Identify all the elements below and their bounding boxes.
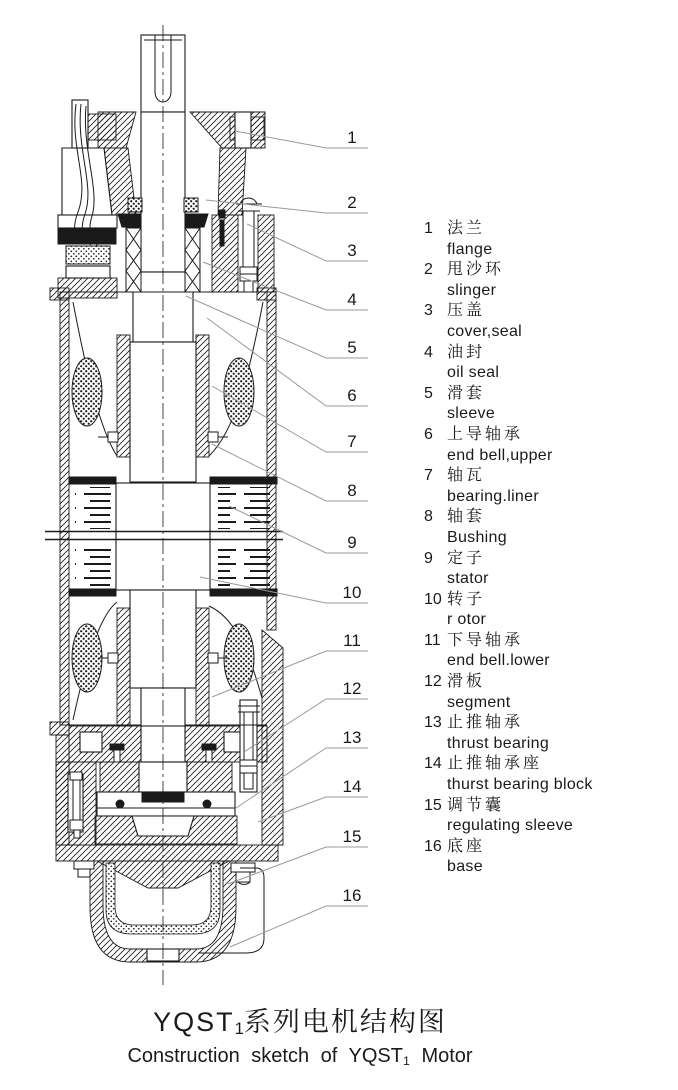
- subscript: 1: [402, 1054, 410, 1068]
- legend-en-label: end bell,upper: [447, 446, 553, 464]
- legend-item: [424, 590, 676, 631]
- legend-en-label: cover,seal: [447, 322, 523, 340]
- callout-number: 1: [347, 128, 357, 147]
- slinger-right: [184, 198, 198, 212]
- legend-item: [424, 425, 676, 466]
- legend-number: 8: [424, 508, 433, 526]
- caption-english: Construction sketch of YQST1 Motor: [127, 1045, 473, 1068]
- legend-en-label: bearing.liner: [447, 487, 539, 505]
- seal-wedge-left: [118, 214, 141, 227]
- legend-zh-label: 轴瓦: [447, 467, 486, 485]
- legend-item: [424, 343, 676, 384]
- callout-numbers: [343, 128, 362, 905]
- legend-en-label: r otor: [447, 611, 487, 629]
- legend-item: [424, 631, 676, 672]
- legend-en-label: slinger: [447, 281, 497, 299]
- legend-item: [424, 713, 676, 754]
- winding-end-upper-right: [224, 358, 254, 426]
- callout-number: 10: [342, 583, 362, 602]
- callout-number: 12: [342, 679, 362, 698]
- legend-en-label: thurst bearing block: [447, 776, 593, 794]
- slinger-left: [128, 198, 142, 212]
- winding-end-upper-left: [72, 358, 102, 426]
- callout-number: 2: [347, 193, 357, 212]
- legend-number: 10: [424, 590, 442, 608]
- legend-number: 4: [424, 343, 433, 361]
- legend-number: 11: [424, 631, 441, 649]
- callout-number: 8: [347, 481, 357, 500]
- legend-number: 12: [424, 673, 442, 691]
- legend-zh-label: 甩沙环: [447, 261, 505, 279]
- legend-item: [424, 507, 676, 548]
- callout-number: 9: [347, 533, 357, 552]
- legend-number: 16: [424, 837, 442, 855]
- legend-item: [424, 384, 676, 425]
- legend-en-label: thrust bearing: [447, 734, 550, 752]
- caption: [60, 1006, 540, 1072]
- legend-zh-label: 油封: [447, 343, 486, 361]
- legend-en-label: Bushing: [447, 528, 507, 546]
- legend-zh-label: 调节囊: [447, 796, 505, 814]
- gland-seal-packing: [66, 246, 110, 264]
- legend-en-label: stator: [447, 570, 489, 588]
- legend-item: [424, 796, 676, 837]
- callout-number: 5: [347, 338, 357, 357]
- callout-number: 15: [342, 827, 362, 846]
- legend-en-label: regulating sleeve: [447, 817, 574, 835]
- legend-zh-label: 压盖: [447, 302, 486, 320]
- legend-en-label: end bell.lower: [447, 652, 550, 670]
- legend-number: 3: [424, 302, 433, 320]
- legend-zh-label: 止推轴承: [447, 714, 524, 732]
- callout-number: 4: [347, 290, 357, 309]
- legend-number: 1: [424, 220, 433, 237]
- caption-chinese: YQST1系列电机结构图: [153, 1007, 447, 1038]
- legend-number: 5: [424, 384, 433, 402]
- legend-zh-label: 止推轴承座: [447, 755, 543, 773]
- legend-number: 9: [424, 549, 433, 567]
- legend-item: [424, 219, 676, 260]
- legend-zh-label: 轴套: [447, 508, 486, 526]
- legend-en-label: flange: [447, 240, 493, 258]
- subscript: 1: [234, 1019, 244, 1038]
- gland-seal-black: [58, 228, 116, 244]
- callout-number: 11: [343, 631, 361, 650]
- callout-number: 6: [347, 386, 357, 405]
- legend-item: [424, 754, 676, 795]
- legend-number: 2: [424, 261, 433, 279]
- legend-en-label: segment: [447, 693, 511, 711]
- legend-number: 7: [424, 467, 433, 485]
- legend-zh-label: 上导轴承: [447, 425, 524, 443]
- legend-zh-label: 滑板: [447, 673, 486, 691]
- legend-zh-label: 底座: [447, 837, 486, 855]
- legend-en-label: sleeve: [447, 405, 496, 423]
- legend-number: 14: [424, 755, 442, 773]
- legend-zh-label: 下导轴承: [447, 631, 524, 649]
- legend-item: [424, 466, 676, 507]
- legend-zh-label: 法兰: [447, 220, 486, 237]
- winding-end-lower-left: [72, 624, 102, 692]
- legend-item: [424, 672, 676, 713]
- seal-wedge-right: [185, 214, 208, 227]
- callout-number: 3: [347, 241, 357, 260]
- segment-pivot-right: [203, 800, 211, 808]
- callout-number: 7: [347, 432, 357, 451]
- callout-number: 13: [342, 728, 362, 747]
- callout-number: 14: [342, 777, 362, 796]
- callout-number: 16: [342, 886, 362, 905]
- legend-en-label: base: [447, 858, 483, 876]
- legend-number: 13: [424, 714, 442, 732]
- legend-item: [424, 260, 676, 301]
- segment-pivot-left: [116, 800, 124, 808]
- legend-zh-label: 定子: [447, 549, 486, 567]
- legend-zh-label: 转子: [447, 590, 486, 608]
- legend-item: [424, 549, 676, 590]
- parts-legend: [424, 219, 676, 878]
- legend-number: 15: [424, 796, 442, 814]
- legend-item: [424, 301, 676, 342]
- legend-number: 6: [424, 425, 433, 443]
- legend-item: [424, 837, 676, 878]
- legend-zh-label: 滑套: [447, 384, 486, 402]
- legend-en-label: oil seal: [447, 364, 500, 382]
